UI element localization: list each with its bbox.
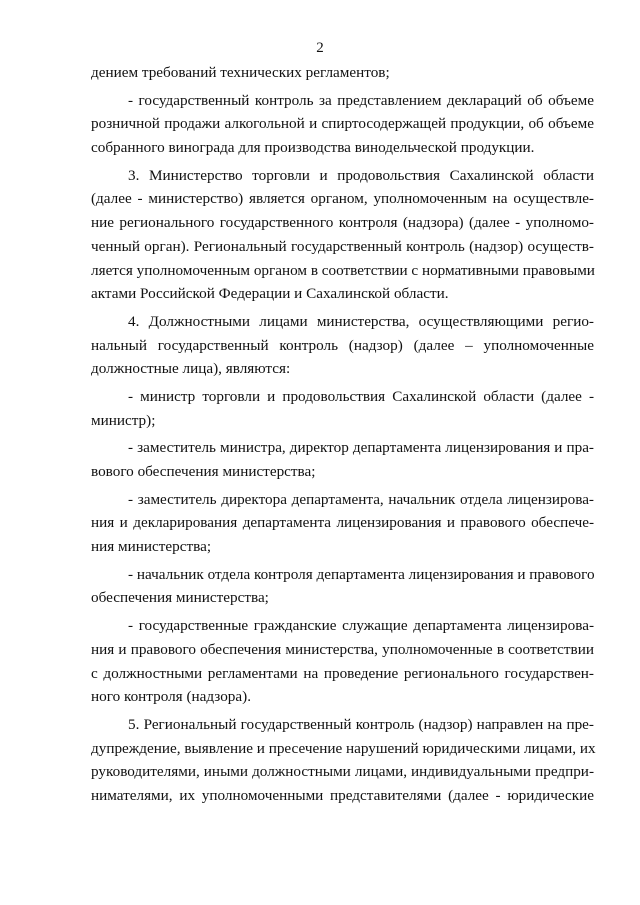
text-line: ния министерства; (91, 538, 212, 556)
text-line: дупреждение, выявление и пресечение нарушений юридическими лицами, их (91, 739, 596, 757)
text-line: - начальник отдела контроля департамента лицензирования и правового (128, 565, 595, 583)
text-line: с должностными регламентами на проведение регионального государствен- (91, 664, 594, 682)
text-line: (далее - министерство) является органом, уполномоченным на осуществле- (91, 190, 594, 208)
text-line: нимателями, их уполномоченными представителями (далее - юридические (91, 786, 594, 804)
text-line: розничной продажи алкогольной и спиртосодержащей продукции, об объеме (91, 115, 594, 133)
text-line: дением требований технических регламентов; (91, 64, 390, 81)
text-line: должностные лица), являются: (91, 360, 291, 378)
text-line: - государственные гражданские служащие департамента лицензирова- (128, 617, 594, 635)
document-body (91, 61, 594, 808)
text-line: обеспечения министерства; (91, 589, 269, 607)
text-line: вового обеспечения министерства; (91, 463, 316, 480)
text-line: - министр торговли и продовольствия Сахалинской области (далее - (128, 387, 594, 405)
text-line: собранного винограда для производства винодельческой продукции. (91, 139, 535, 157)
text-line: ляется уполномоченным органом в соответствии с нормативными правовыми (91, 261, 595, 279)
page-number: 2 (316, 40, 324, 56)
text-line: 5. Региональный государственный контроль (надзор) направлен на пре- (128, 715, 594, 733)
text-line: ния и декларирования департамента лицензирования и правового обеспече- (91, 514, 594, 532)
text-line: 4. Должностными лицами министерства, осуществляющими регио- (128, 312, 594, 330)
text-line: - заместитель директора департамента, начальник отдела лицензирова- (128, 490, 594, 508)
text-line: нальный государственный контроль (надзор) (далее – уполномоченные (91, 336, 594, 354)
text-line: ного контроля (надзора). (91, 688, 251, 706)
text-line: министр); (91, 411, 156, 429)
text-line: ние регионального государственного контроля (надзора) (далее - уполномо- (91, 214, 594, 232)
text-line: 3. Министерство торговли и продовольствия Сахалинской области (128, 166, 594, 184)
text-line: ченный орган). Региональный государственный контроль (надзор) осуществ- (91, 237, 594, 255)
text-line: актами Российской Федерации и Сахалинской области. (91, 285, 449, 303)
text-line: - государственный контроль за представлением деклараций об объеме (128, 91, 594, 109)
text-line: ния и правового обеспечения министерства, уполномоченные в соответствии (91, 640, 594, 658)
text-line: - заместитель министра, директор департамента лицензирования и пра- (128, 439, 594, 457)
text-line: руководителями, иными должностными лицами, индивидуальными предпри- (91, 763, 594, 781)
